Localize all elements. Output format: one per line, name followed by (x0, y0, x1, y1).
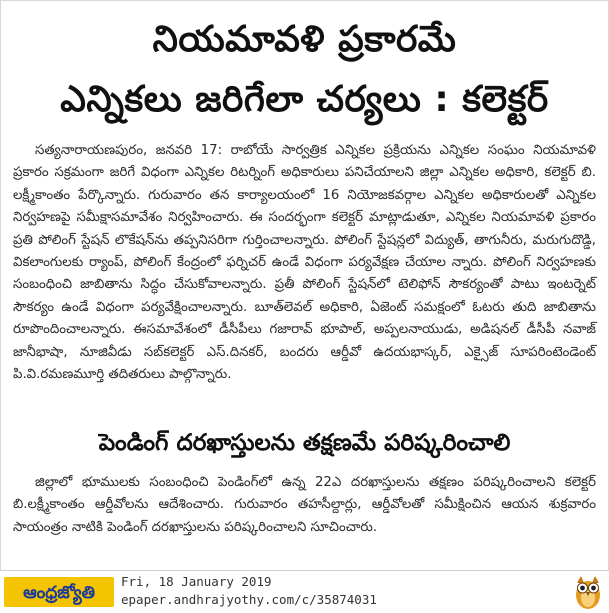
epaper-url[interactable]: epaper.andhrajyothy.com/c/35874031 (121, 592, 377, 607)
article-paragraph-2: జిల్లాలో భూములకు సంబంధించి పెండింగ్‌లో ఉన్న 22ఎ దరఖాస్తులను తక్షణం పరిష్కరించాలని కలెక్టర్ బి.లక్ష్మీకాంతం ఆర్డీవోలను ఆదేశించారు. గురువారం తహసీల్దార్లు, ఆర్డీవోలతో సమీక్షించిన ఆయన శుక్రవారం సాయంత్రం నాటికి పెండింగ్ దరఖాస్తులను పరిష్కరించాలని సూచించారు. (13, 475, 596, 535)
owl-icon (573, 573, 603, 611)
subheadline: పెండింగ్ దరఖాస్తులను తక్షణమే పరిష్కరించాలి (98, 430, 511, 456)
logo-text: ఆంధ్రజ్యోతి (23, 583, 95, 603)
headline-line-1: నియమావళి ప్రకారమే (152, 19, 457, 60)
article-paragraph-1: సత్యనారాయణపురం, జనవరి 17: రాబోయే సార్వత్రిక ఎన్నికల ప్రక్రియను ఎన్నికల సంఘం నియమావళి ప్రకారం సక్రమంగా జరిగే విధంగా ఎన్నికల రిటర్నింగ్ అధికారులు పనిచేయాలని జిల్లా ఎన్నికల అధికారి, కలెక్టర్ బి. లక్ష్మీకాంతం పేర్కొన్నారు. గురువారం తన కార్యాలయంలో 16 నియోజకవర్గాల ఎన్నికల అధికారులతో ఎన్నికల నిర్వహణపై సమీక్షాసమావేశం నిర్వహించారు. ఈ సందర్భంగా కలెక్టర్ మాట్లాడుతూ, ఎన్నికల నియమావళి ప్రకారం ప్రతి పోలింగ్ స్టేషన్ లొకేషన్‌ను తప్పనిసరిగా గుర్తించాలన్నారు. పోలింగ్ స్టేషన్లలో విద్యుత్, తాగునీరు, మరుగుదొడ్డి, వికలాంగులకు ర్యాంప్, పోలింగ్ కేంద్రంలో ఫర్నిచర్ ఉండే విధంగా పర్యవేక్షణ చేయాల న్నారు. పోలింగ్ నిర్వహణకు సంబంధించి జాబితాను సిద్ధం చేసుకోవాలన్నారు. ప్రతీ పోలింగ్ స్టేషన్‌లో టెలిఫోన్ సౌకర్యంతో పాటు ఇంటర్నెట్ సౌకర్యం ఉండే విధంగా పర్యవేక్షించాలన్నారు. బూత్‌లెవల్ అధికారి, ఏజెంట్ సమక్షంలో ఓటరు తుది జాబితాను రూపొందించాలన్నారు. ఈసమావేశంలో డీసీపీలు గజారావ్ భూపాల్, అప్పలనాయుడు, అడిషనల్ డీసీపీ నవాజ్ జానీభాషా, నూజివీడు సబ్‌కలెక్టర్ ఎస్.దినకర్, బందరు ఆర్డీవో ఉదయభాస్కర్, ఎక్సైజ్ సూపరింటెండెంట్ పి.వి.రమణమూర్తి తదితరులు పాల్గొన్నారు. (13, 143, 596, 383)
footer-bar (0, 570, 609, 613)
footer-meta (121, 573, 377, 609)
andhrajyothy-logo[interactable] (4, 577, 114, 607)
headline-line-2: ఎన్నికలు జరిగేలా చర్యలు : కలెక్టర్ (60, 79, 549, 120)
edition-date: Fri, 18 January 2019 (121, 574, 272, 589)
